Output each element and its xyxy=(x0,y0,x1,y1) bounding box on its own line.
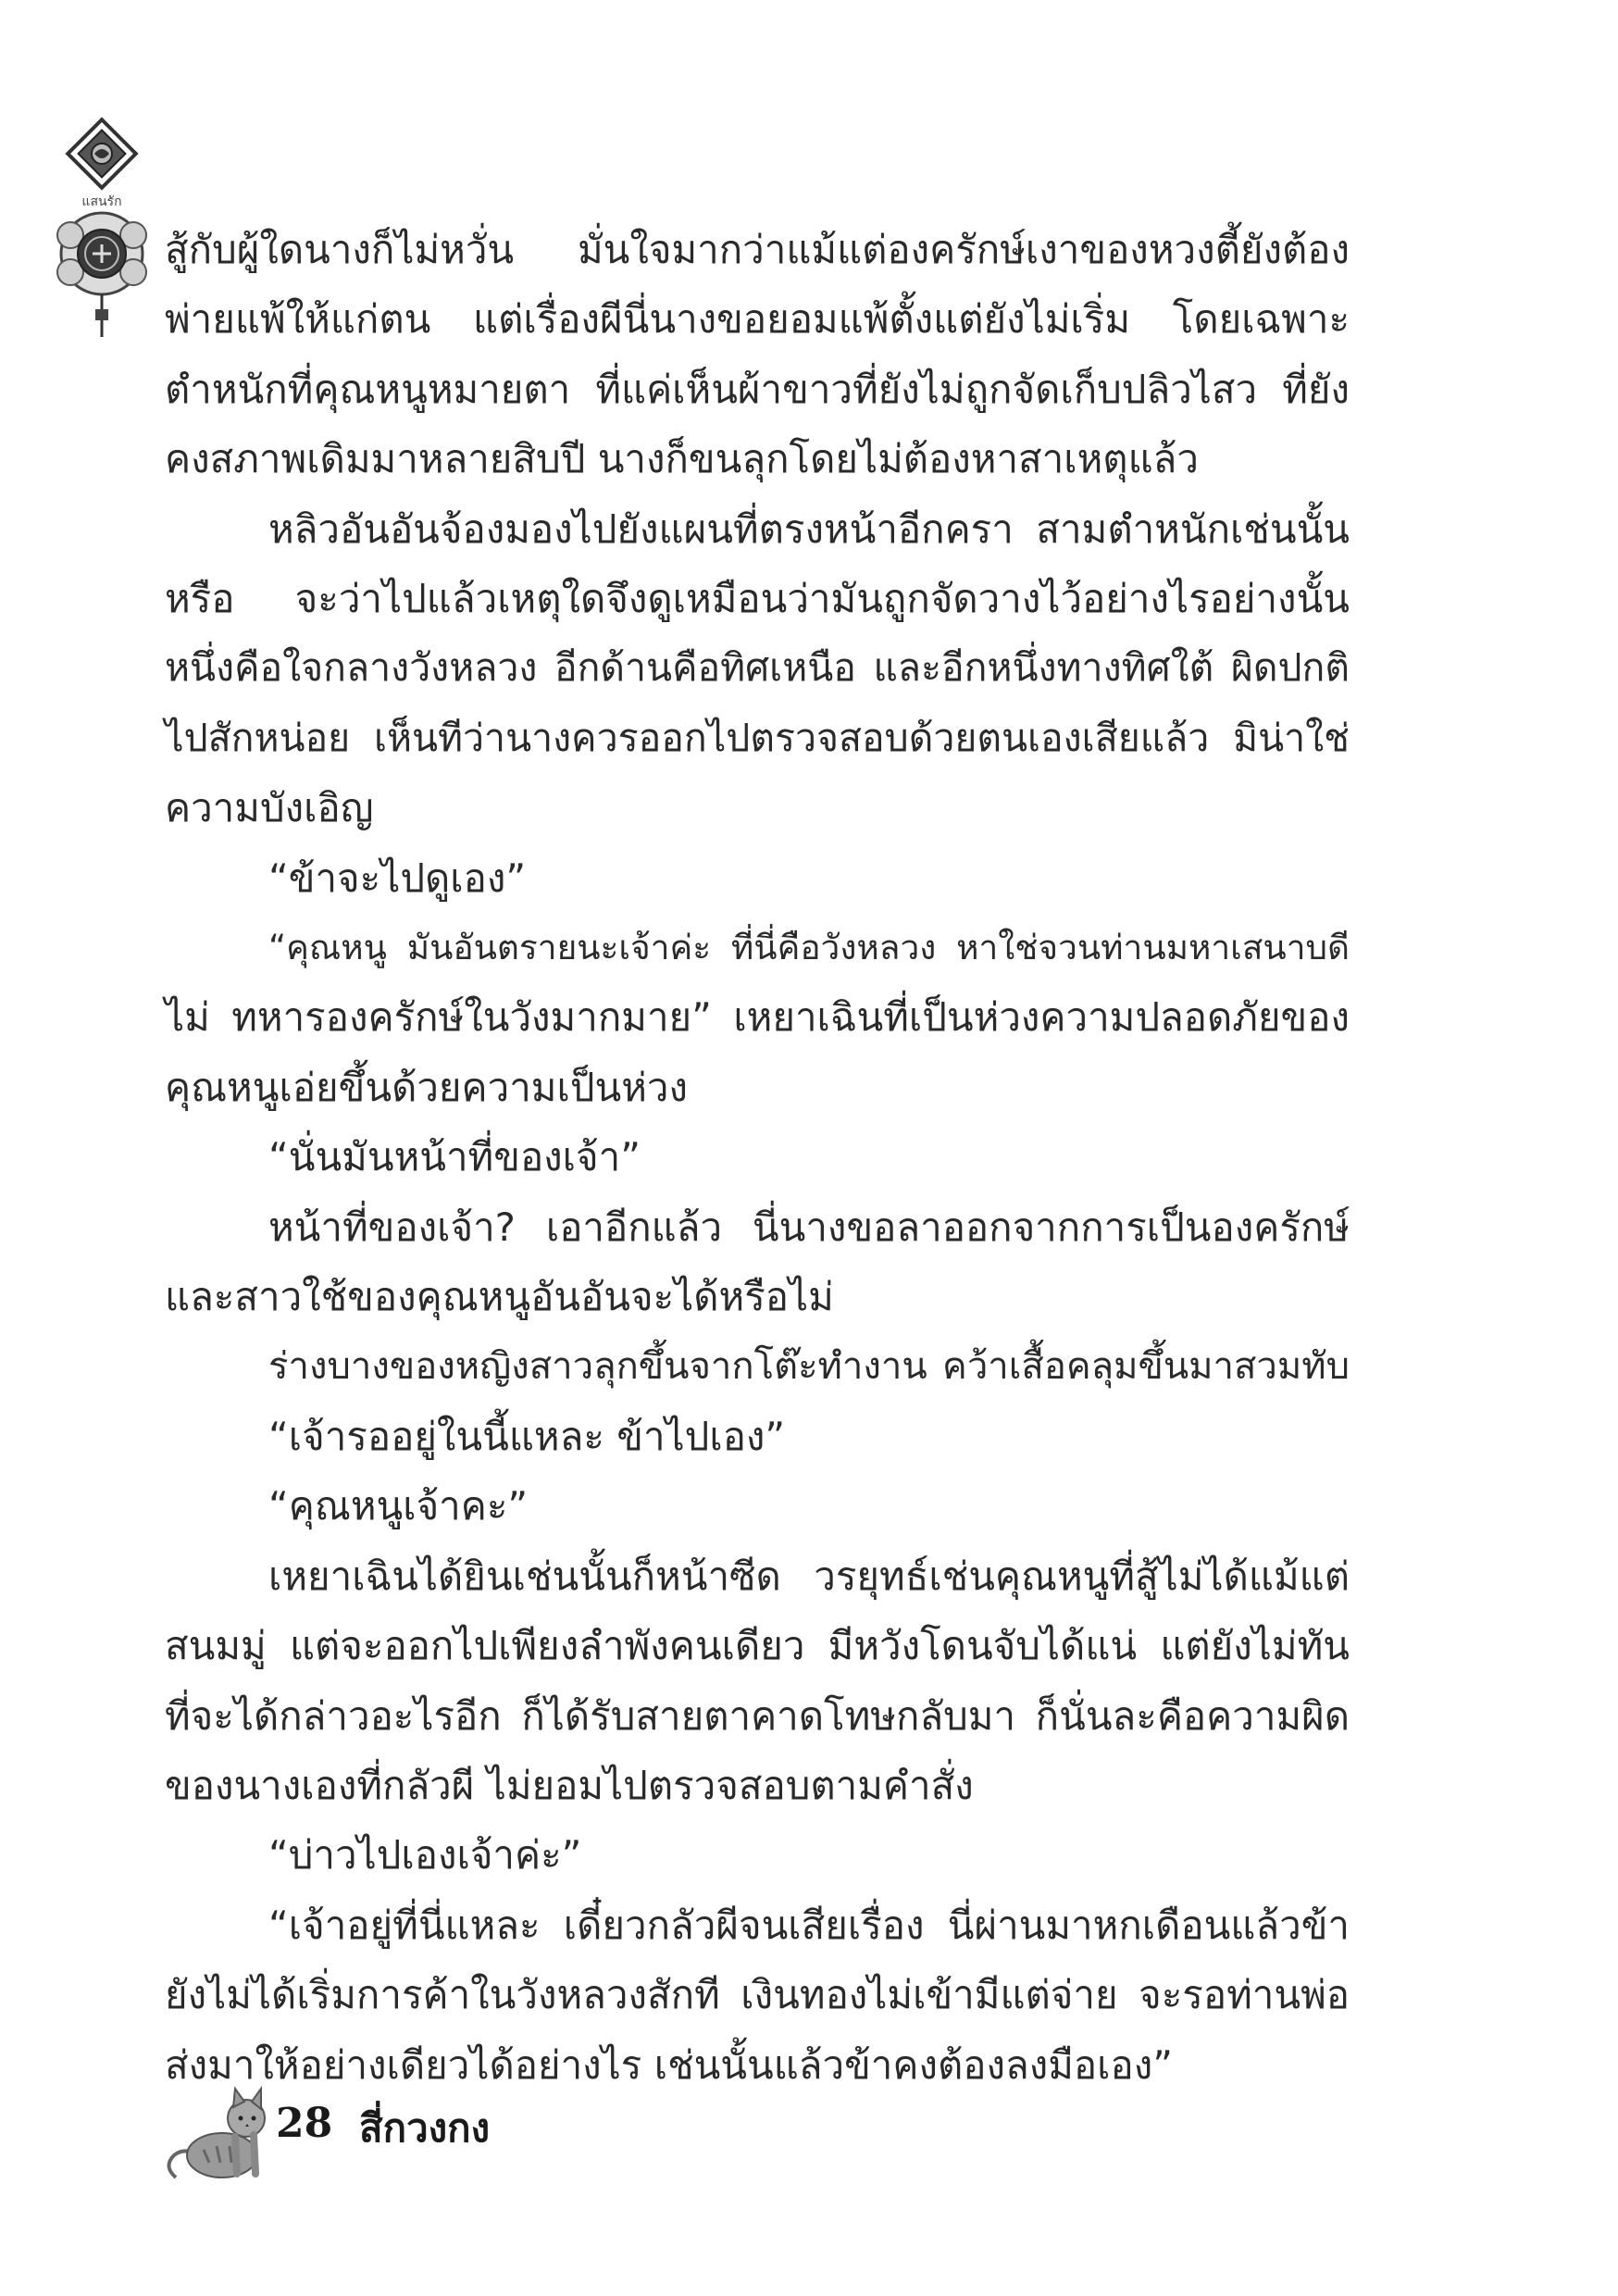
text-line: เหยาเฉินได้ยินเช่นนั้นก็หน้าซีด วรยุทธ์เช่นคุณหนูที่สู้ไม่ได้แม้แต่ xyxy=(268,1553,1350,1599)
text-line: หนึ่งคือใจกลางวังหลวง อีกด้านคือทิศเหนือ และอีกหนึ่งทางทิศใต้ ผิดปกติ xyxy=(165,645,1350,691)
text-line: “คุณหนู มันอันตรายนะเจ้าค่ะ ที่นี่คือวังหลวง หาใช่จวนท่านมหาเสนาบดี xyxy=(268,928,1350,968)
text-line: ร่างบางของหญิงสาวลุกขึ้นจากโต๊ะทำงาน คว้าเสื้อคลุมขึ้นมาสวมทับ xyxy=(268,1344,1350,1388)
text-line: พ่ายแพ้ให้แก่ตน แต่เรื่องผีนี่นางขอยอมแพ้ตั้งแต่ยังไม่เริ่ม โดยเฉพาะ xyxy=(165,296,1350,343)
text-line: ไม่ ทหารองครักษ์ในวังมากมาย” เหยาเฉินที่เป็นห่วงความปลอดภัยของ xyxy=(165,994,1350,1041)
text-line: “เจ้ารออยู่ในนี้แหละ ข้าไปเอง” xyxy=(268,1413,786,1459)
text-line: สู้กับผู้ใดนางก็ไม่หวั่น มั่นใจมากว่าแม้แต่องครักษ์เงาของหวงตี้ยังต้อง xyxy=(165,227,1350,272)
text-line: “บ่าวไปเองเจ้าค่ะ” xyxy=(268,1832,582,1878)
body-text xyxy=(165,215,1350,2100)
text-line: ส่งมาให้อย่างเดียวได้อย่างไร เช่นนั้นแล้วข้าคงต้องลงมือเอง” xyxy=(165,2041,1174,2088)
author-name: สี่กวงกง xyxy=(359,2105,491,2151)
text-line: ความบังเอิญ xyxy=(165,785,374,831)
text-line: สนมมู่ แต่จะออกไปเพียงลำพังคนเดียว มีหวังโดนจับได้แน่ แต่ยังไม่ทัน xyxy=(165,1623,1350,1669)
page-footer xyxy=(157,2074,713,2185)
text-line: คงสภาพเดิมมาหลายสิบปี นางก็ขนลุกโดยไม่ต้องหาสาเหตุแล้ว xyxy=(165,436,1199,482)
cat-icon xyxy=(157,2074,278,2185)
text-line: ของนางเองที่กลัวผี ไม่ยอมไปตรวจสอบตามคำสั่ง xyxy=(165,1762,974,1808)
text-line: “เจ้าอยู่ที่นี่แหละ เดี๋ยวกลัวผีจนเสียเรื่อง นี่ผ่านมาหกเดือนแล้วข้า xyxy=(268,1902,1350,1948)
text-line: หน้าที่ของเจ้า? เอาอีกแล้ว นี่นางขอลาออกจากการเป็นองครักษ์ xyxy=(268,1204,1350,1250)
text-line: “นั่นมันหน้าที่ของเจ้า” xyxy=(268,1134,641,1180)
text-line: หรือ จะว่าไปแล้วเหตุใดจึงดูเหมือนว่ามันถูกจัดวางไว้อย่างไรอย่างนั้น xyxy=(165,576,1350,622)
text-line: ตำหนักที่คุณหนูหมายตา ที่แค่เห็นผ้าขาวที่ยังไม่ถูกจัดเก็บปลิวไสว ที่ยัง xyxy=(165,366,1350,412)
text-line: “คุณหนูเจ้าคะ” xyxy=(268,1483,529,1529)
text-line: หลิวอันอันจ้องมองไปยังแผนที่ตรงหน้าอีกครา สามตำหนักเช่นนั้น xyxy=(268,505,1350,552)
seal-text: แสนรัก xyxy=(81,194,122,209)
text-line: ไปสักหน่อย เห็นทีว่านางควรออกไปตรวจสอบด้วยตนเองเสียแล้ว มิน่าใช่ xyxy=(165,715,1350,760)
text-line: คุณหนูเอ่ยขึ้นด้วยความเป็นห่วง xyxy=(165,1064,688,1110)
page-number: 28 xyxy=(276,2100,333,2147)
chinese-ornament-icon xyxy=(52,117,163,339)
text-line: และสาวใช้ของคุณหนูอันอันจะได้หรือไม่ xyxy=(165,1274,834,1320)
text-line: ที่จะได้กล่าวอะไรอีก ก็ได้รับสายตาคาดโทษกลับมา ก็นั่นละคือความผิด xyxy=(165,1692,1350,1739)
text-line: ยังไม่ได้เริ่มการค้าในวังหลวงสักที เงินทองไม่เข้ามีแต่จ่าย จะรอท่านพ่อ xyxy=(165,1972,1350,2018)
text-line: “ข้าจะไปดูเอง” xyxy=(268,855,527,901)
